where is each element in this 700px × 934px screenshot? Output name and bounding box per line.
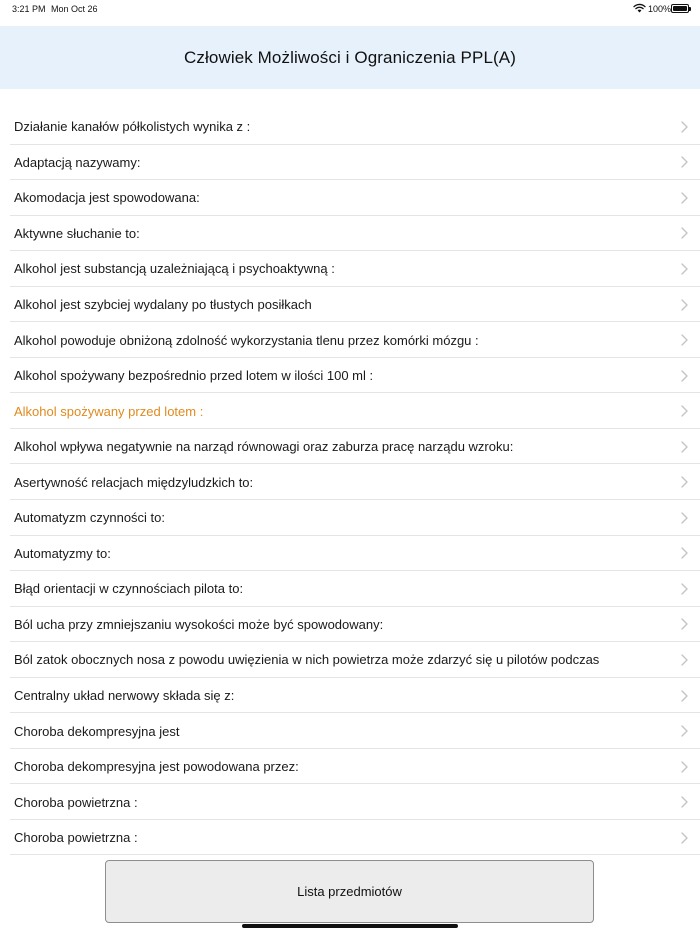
- chevron-right-icon: [681, 405, 688, 417]
- list-item-label: Aktywne słuchanie to:: [14, 225, 140, 241]
- list-item-label: Choroba dekompresyjna jest: [14, 723, 180, 739]
- chevron-right-icon: [681, 654, 688, 666]
- list-item-label: Choroba dekompresyjna jest powodowana przez:: [14, 759, 299, 775]
- chevron-right-icon: [681, 370, 688, 382]
- list-item[interactable]: [0, 642, 700, 678]
- list-item-label: Alkohol jest substancją uzależniającą i psychoaktywną :: [14, 261, 335, 277]
- chevron-right-icon: [681, 156, 688, 168]
- list-item[interactable]: [0, 820, 700, 856]
- list-item[interactable]: [0, 500, 700, 536]
- list-item-label: Alkohol wpływa negatywnie na narząd równowagi oraz zaburza pracę narządu wzroku:: [14, 439, 514, 455]
- chevron-right-icon: [681, 547, 688, 559]
- list-item-label: Ból zatok obocznych nosa z powodu uwięzienia w nich powietrza może zdarzyć się u pilotów podczas: [14, 652, 600, 668]
- battery-icon: [671, 4, 689, 13]
- list-item-label: Asertywność relacjach międzyludzkich to:: [14, 474, 254, 490]
- list-item-label: Automatyzmy to:: [14, 545, 111, 561]
- status-bar: [0, 0, 700, 18]
- chevron-right-icon: [681, 583, 688, 595]
- status-date: Mon Oct 26: [51, 4, 98, 14]
- battery-percentage: 100%: [648, 4, 672, 14]
- nav-header: [0, 26, 700, 89]
- subject-list-button[interactable]: Lista przedmiotów: [105, 860, 594, 923]
- list-item-label: Centralny układ nerwowy składa się z:: [14, 688, 235, 704]
- list-item[interactable]: [0, 358, 700, 394]
- list-item[interactable]: [0, 464, 700, 500]
- list-item[interactable]: [0, 429, 700, 465]
- list-item-label: Alkohol spożywany przed lotem :: [14, 403, 204, 419]
- list-item-label: Akomodacja jest spowodowana:: [14, 190, 200, 206]
- chevron-right-icon: [681, 761, 688, 773]
- list-item-label: Działanie kanałów półkolistych wynika z :: [14, 119, 251, 135]
- list-item[interactable]: [0, 251, 700, 287]
- chevron-right-icon: [681, 832, 688, 844]
- chevron-right-icon: [681, 441, 688, 453]
- list-item-label: Błąd orientacji w czynnościach pilota to:: [14, 581, 244, 597]
- list-item-label: Alkohol jest szybciej wydalany po tłustych posiłkach: [14, 297, 312, 312]
- list-item[interactable]: [0, 180, 700, 216]
- list-item-label: Alkohol powoduje obniżoną zdolność wykorzystania tlenu przez komórki mózgu :: [14, 332, 479, 348]
- list-item-label: Choroba powietrzna :: [14, 830, 138, 846]
- chevron-right-icon: [681, 690, 688, 702]
- wifi-icon: [633, 3, 646, 13]
- list-item[interactable]: [0, 749, 700, 785]
- chevron-right-icon: [681, 796, 688, 808]
- list-item-label: Alkohol spożywany bezpośrednio przed lotem w ilości 100 ml :: [14, 368, 374, 384]
- list-item[interactable]: [0, 678, 700, 714]
- list-item[interactable]: [0, 287, 700, 323]
- status-time: 3:21 PM: [12, 4, 46, 14]
- list-item[interactable]: [0, 216, 700, 252]
- chevron-right-icon: [681, 725, 688, 737]
- list-item[interactable]: [0, 145, 700, 181]
- chevron-right-icon: [681, 476, 688, 488]
- list-item[interactable]: [0, 322, 700, 358]
- list-item[interactable]: [0, 571, 700, 607]
- question-list[interactable]: [0, 109, 700, 855]
- page-title: Człowiek Możliwości i Ograniczenia PPL(A): [184, 47, 516, 67]
- chevron-right-icon: [681, 263, 688, 275]
- list-item[interactable]: [0, 536, 700, 572]
- chevron-right-icon: [681, 227, 688, 239]
- list-item[interactable]: [0, 109, 700, 145]
- chevron-right-icon: [681, 334, 688, 346]
- list-item-label: Automatyzm czynności to:: [14, 510, 165, 526]
- list-item[interactable]: [0, 393, 700, 429]
- chevron-right-icon: [681, 512, 688, 524]
- chevron-right-icon: [681, 121, 688, 133]
- chevron-right-icon: [681, 192, 688, 204]
- list-item-label: Choroba powietrzna :: [14, 794, 138, 810]
- list-item-label: Adaptacją nazywamy:: [14, 154, 141, 170]
- list-item[interactable]: [0, 713, 700, 749]
- list-item[interactable]: [0, 607, 700, 643]
- chevron-right-icon: [681, 299, 688, 311]
- home-indicator: [242, 924, 458, 928]
- list-item[interactable]: [0, 784, 700, 820]
- list-item-label: Ból ucha przy zmniejszaniu wysokości może być spowodowany:: [14, 616, 384, 632]
- chevron-right-icon: [681, 618, 688, 630]
